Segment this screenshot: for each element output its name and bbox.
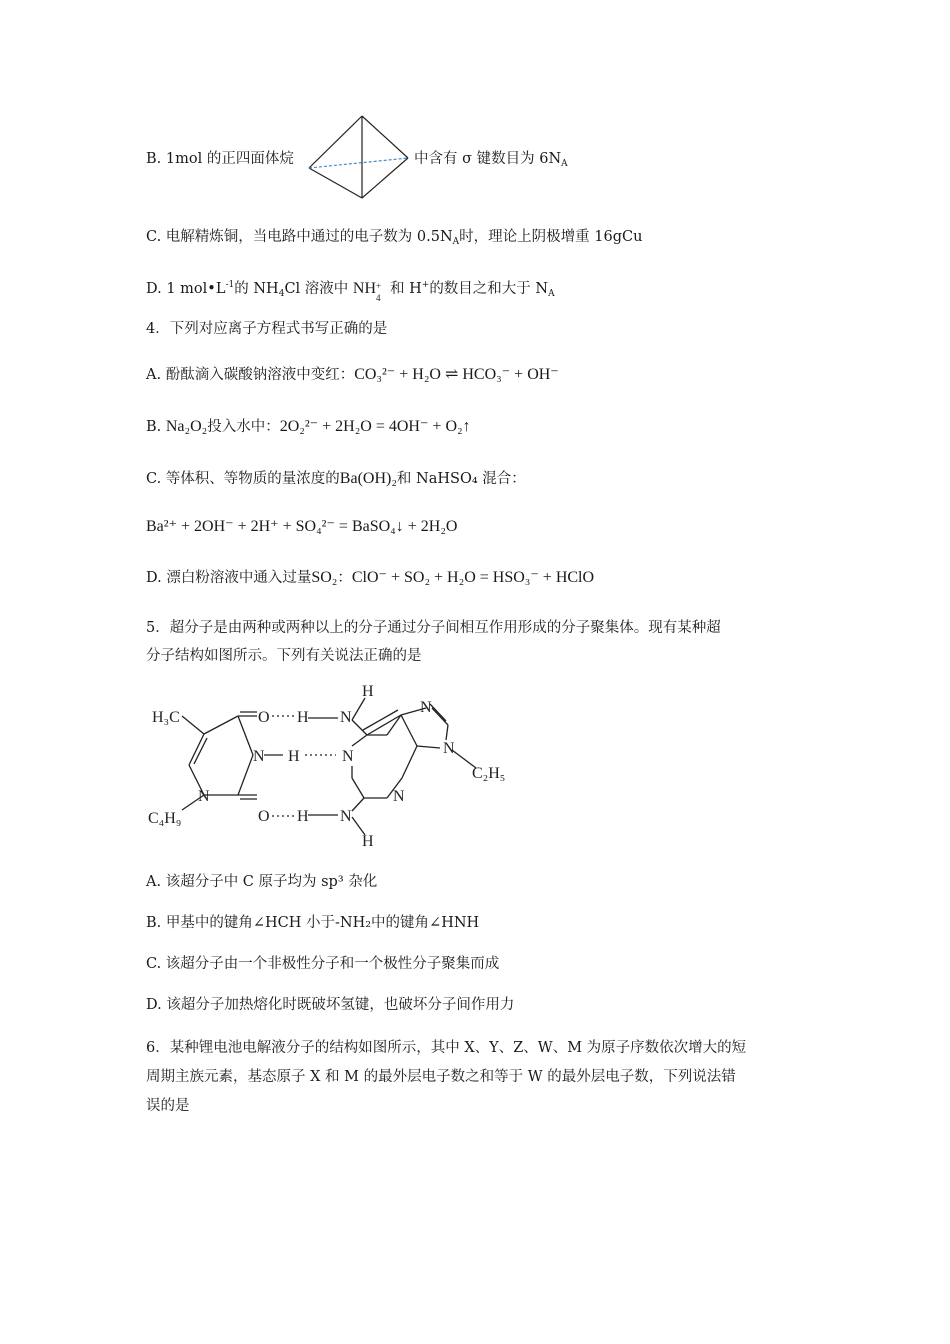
diagram-h-middle: H bbox=[288, 748, 300, 765]
q3-option-d: D. 1 $mol•L^{-1}$的 $NH_4Cl$ 溶液中 NH + 4 和 H+的数目之和大于 $N_A$ bbox=[146, 280, 555, 303]
q4-option-b: B. Na₂O₂投入水中：2O₂²⁻ + 2H₂O = 4OH⁻ + O₂↑ bbox=[146, 418, 471, 435]
q5-stem-line2: 分子结构如图所示。下列有关说法正确的是 bbox=[146, 648, 422, 664]
diagram-n-butyl: N bbox=[198, 788, 210, 805]
diagram-o-bottom: O bbox=[258, 808, 270, 825]
q3-option-b bbox=[146, 148, 294, 170]
diagram-h-amine-top: H bbox=[362, 683, 374, 700]
diagram-h-amine-bottom: H bbox=[362, 833, 374, 850]
diagram-h3c: H₃C bbox=[152, 709, 180, 726]
q5-stem-line1: 5．超分子是由两种或两种以上的分子通过分子间相互作用形成的分子聚集体。现有某种超 bbox=[146, 620, 721, 636]
q4-option-c-equation: Ba²⁺ + 2OH⁻ + 2H⁺ + SO₄²⁻ = BaSO₄↓ + 2H₂O bbox=[146, 518, 458, 535]
q4-option-c: C. 等体积、等物质的量浓度的Ba(OH)₂和 NaHSO₄ 混合： bbox=[146, 470, 526, 487]
diagram-h-bottom: H bbox=[297, 808, 309, 825]
q4-option-d: D. 漂白粉溶液中通入过量SO₂：ClO⁻ + SO₂ + H₂O = HSO₃⁻ + HClO bbox=[146, 569, 595, 586]
q6-line3: 误的是 bbox=[146, 1098, 190, 1114]
q6-line1: 6．某种锂电池电解液分子的结构如图所示，其中 X、Y、Z、W、M 为原子序数依次增大的短 bbox=[146, 1040, 747, 1056]
diagram-n-ring-left: N bbox=[342, 748, 354, 765]
diagram-c4h9: C₄H₉ bbox=[148, 810, 182, 827]
q4-option-a: A. 酚酞滴入碳酸钠溶液中变红：CO₃²⁻ + H₂O ⇌ HCO₃⁻ + OH⁻ bbox=[146, 366, 559, 383]
diagram-n-imidazole-top: N bbox=[420, 699, 432, 716]
diagram-n-imidazole-right: N bbox=[443, 740, 455, 757]
tetrahedrane-diagram bbox=[305, 112, 415, 204]
q4-option-b-equation: 2O₂²⁻ + 2H₂O = 4OH⁻ + O₂↑ bbox=[279, 418, 471, 435]
diagram-n-left: N bbox=[253, 748, 265, 765]
q5-option-a: A. 该超分子中 C 原子均为 sp³ 杂化 bbox=[146, 874, 378, 890]
q3-option-b-prefix: B. 1mol 的正四面体烷 bbox=[146, 151, 294, 167]
diagram-o-top: O bbox=[258, 709, 270, 726]
q6-line2: 周期主族元素，基态原子 X 和 M 的最外层电子数之和等于 W 的最外层电子数，下列说法错 bbox=[146, 1069, 736, 1085]
diagram-n-amine-top: N bbox=[340, 709, 352, 726]
diagram-n-ring-bottom: N bbox=[393, 788, 405, 805]
q5-option-d: D. 该超分子加热熔化时既破坏氢键，也破坏分子间作用力 bbox=[146, 997, 515, 1013]
q3-option-b-suffix: 中含有 σ 键数目为 $6N_A$ bbox=[414, 151, 568, 169]
q4-option-d-equation: ClO⁻ + SO₂ + H₂O = HSO₃⁻ + HClO bbox=[351, 569, 595, 586]
q4-stem: 4．下列对应离子方程式书写正确的是 bbox=[146, 321, 388, 337]
diagram-c2h5: C₂H₅ bbox=[472, 765, 506, 782]
diagram-n-amine-bottom: N bbox=[340, 808, 352, 825]
q3-option-c: C. 电解精炼铜，当电路中通过的电子数为 $0.5N_A$时，理论上阴极增重 16gCu bbox=[146, 229, 643, 247]
q5-option-c: C. 该超分子由一个非极性分子和一个极性分子聚集而成 bbox=[146, 956, 500, 972]
diagram-h-top: H bbox=[297, 709, 309, 726]
ammonium-ion: NH + 4 bbox=[352, 280, 382, 303]
q4-option-a-equation: CO₃²⁻ + H₂O ⇌ HCO₃⁻ + OH⁻ bbox=[354, 366, 559, 383]
supramolecule-diagram bbox=[140, 680, 540, 850]
q5-option-b: B. 甲基中的键角∠HCH 小于-NH₂中的键角∠HNH bbox=[146, 915, 480, 931]
